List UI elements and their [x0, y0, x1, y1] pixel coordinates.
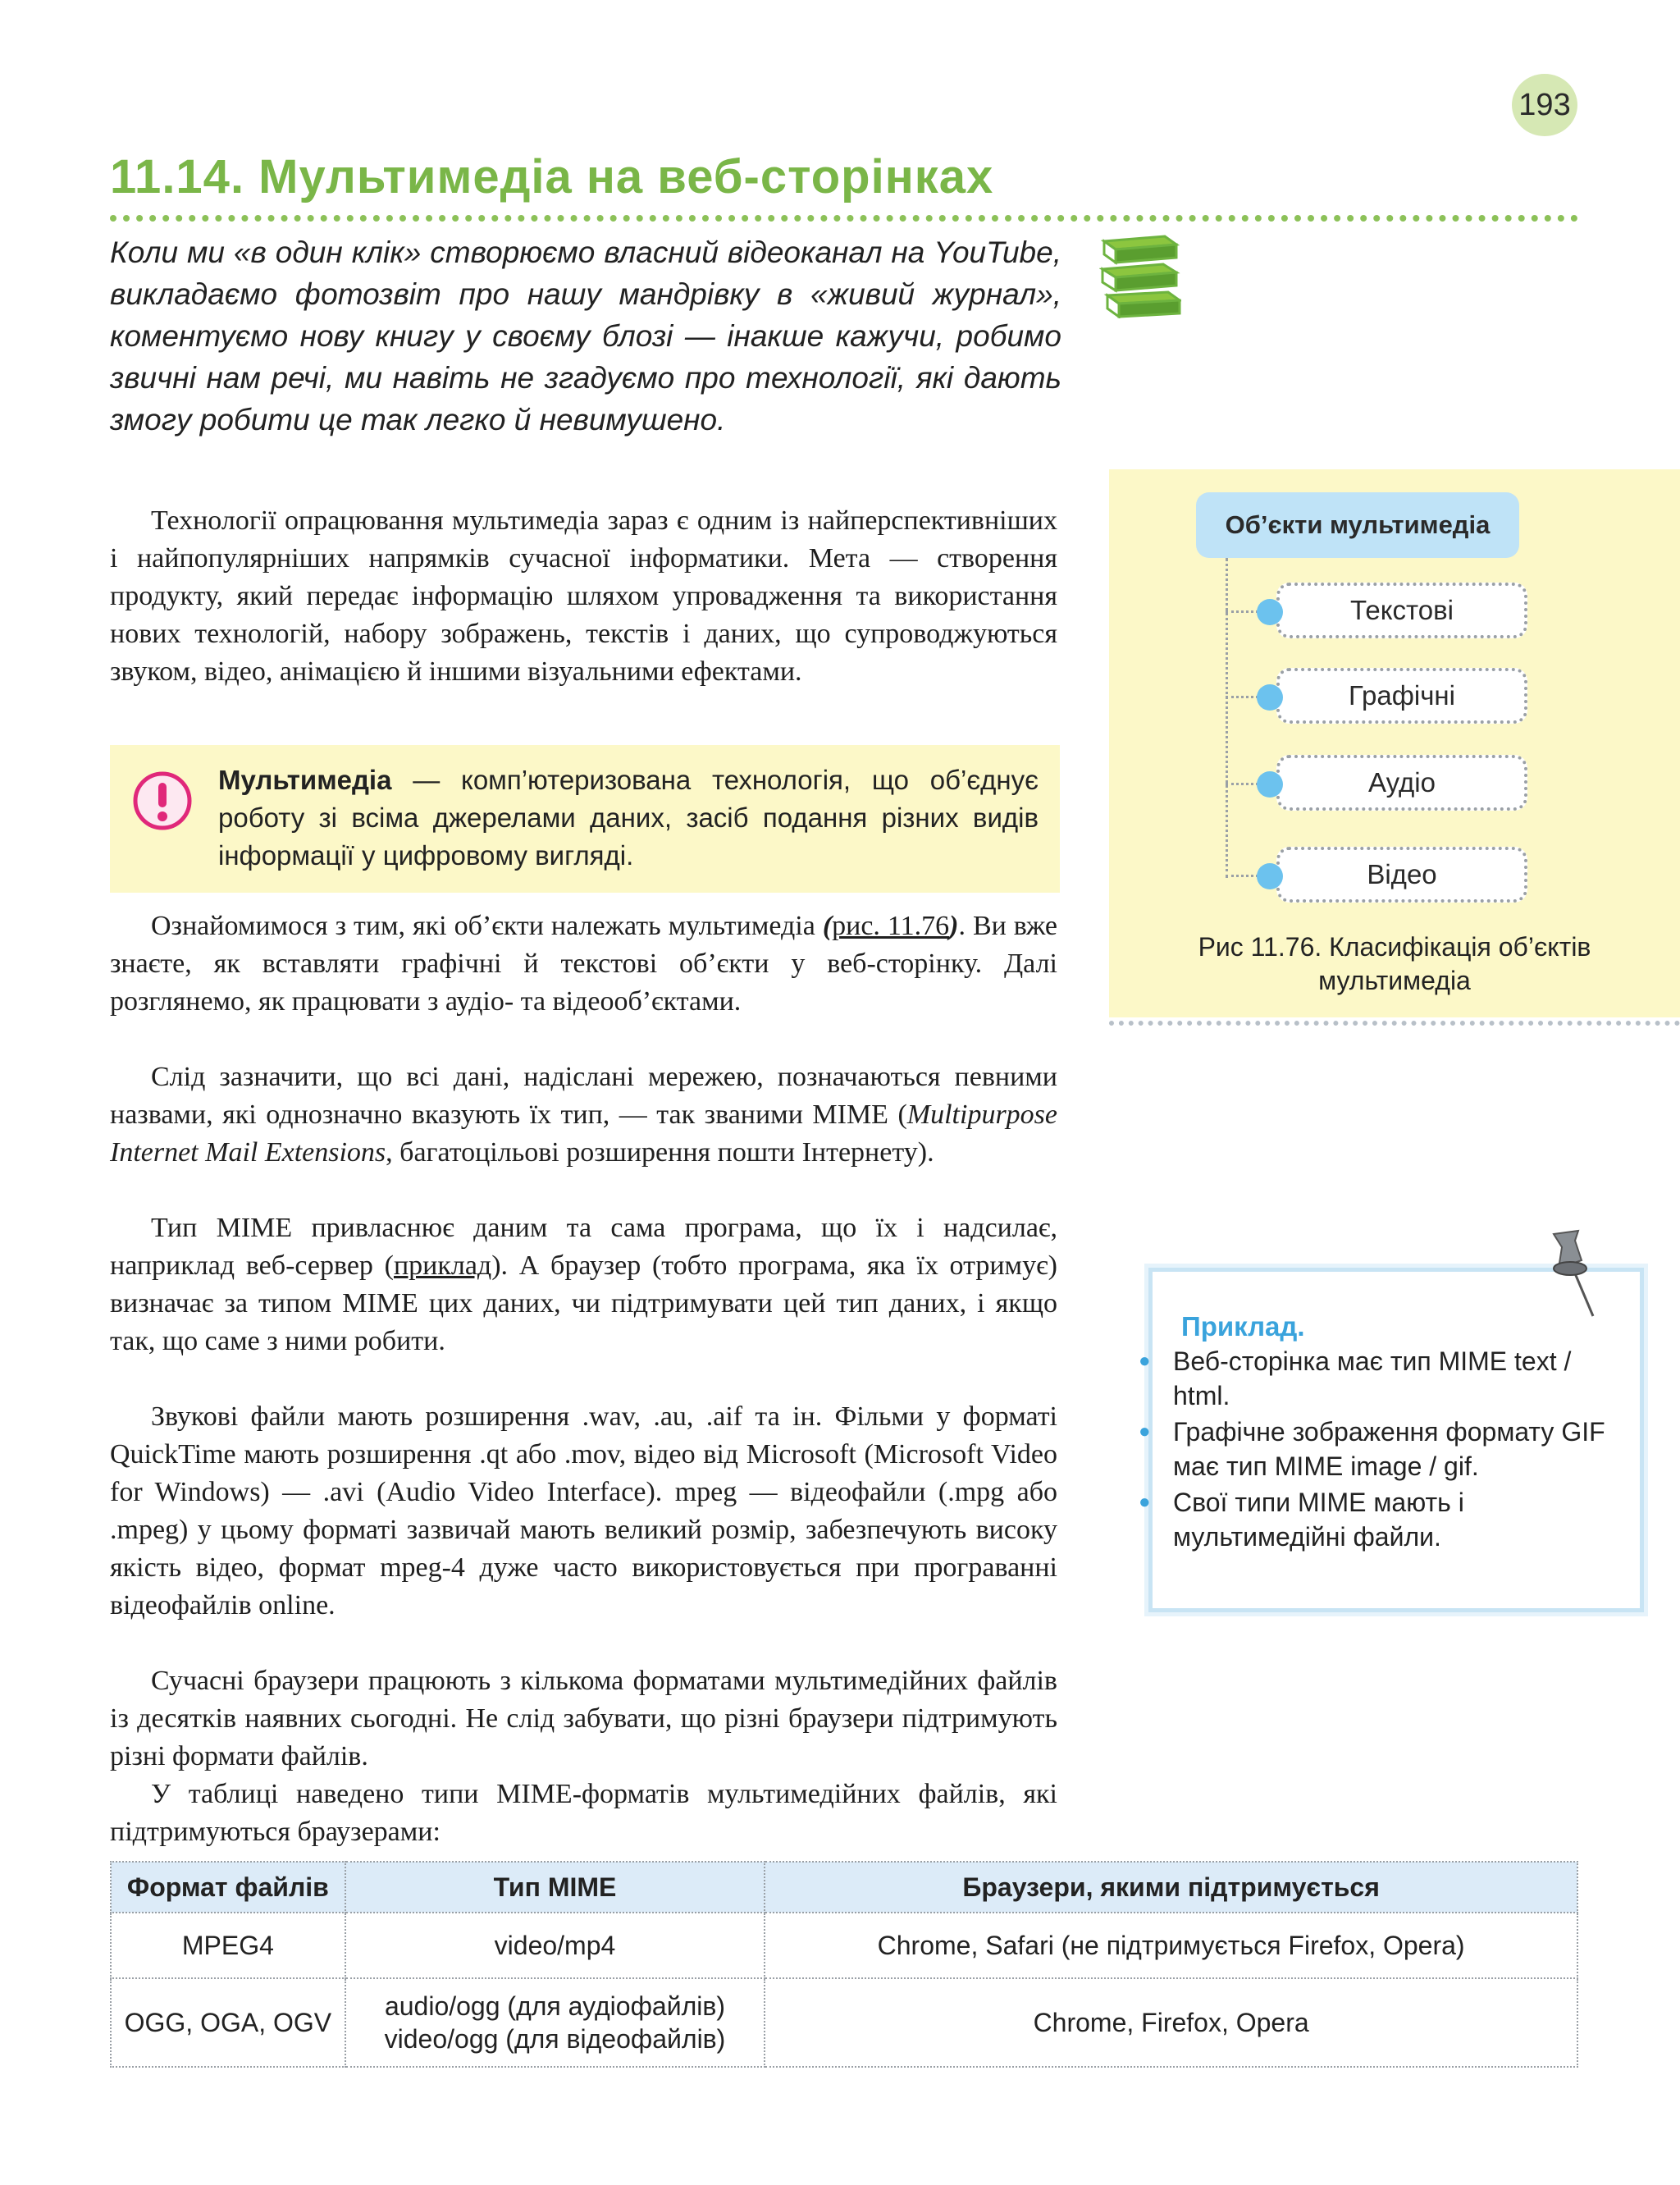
diagram-caption: Рис 11.76. Класифікація об’єктів мультимедіа — [1198, 932, 1591, 995]
paragraph-3: Слід зазначити, що всі дані, надіслані мережею, позначаються певними назвами, які однозначно вказують їх тип, — так званими MIME (Multipurpose Internet Mail Extensions, багатоцільові розширення пошти Інтернету). — [110, 1062, 1057, 1168]
table-header-browsers: Браузери, якими підтримується — [765, 1862, 1577, 1913]
intro-paragraph: Коли ми «в один клік» створюємо власний відеоканал на YouTube, викладаємо фотозвіт про нашу мандрівку в «живий журнал», коментуємо нову книгу у своєму блозі — інакше кажучи, робимо звичні нам речі, ми навіть не згадуємо про технології, які дають змогу робити це так легко й невимушено. — [110, 235, 1061, 437]
table-cell-mime: video/mp4 — [345, 1913, 765, 1978]
diagram-node-audio: Аудіо — [1276, 755, 1527, 811]
diagram-root-node: Об’єкти мультимедіа — [1196, 492, 1519, 558]
table-cell-format: OGG, OGA, OGV — [111, 1978, 345, 2067]
diagram-connector — [1226, 696, 1258, 698]
paragraph-5: Звукові файли мають розширення .wav, .au, .aif та ін. Фільми у форматі QuickTime мають розширення .qt або .mov, відео від Microsoft (Microsoft Video for Windows) — .avi (Audio Video Interface). mpeg — відеофайли (.mpg або .mpeg) у цьому форматі зазвичай мають великий розмір, забезпечують високу якість відео, формат mpeg-4 дуже часто використовується при програванні відеофайлів online. — [110, 1401, 1057, 1620]
table-header-format: Формат файлів — [111, 1862, 345, 1913]
example-list — [1139, 1344, 1631, 1556]
exclamation-icon — [131, 770, 194, 832]
figure-link[interactable]: рис. 11.76 — [832, 911, 950, 941]
table-row — [111, 1978, 1577, 2067]
list-item: ● Веб-сторінка має тип MIME text / html. — [1139, 1344, 1631, 1413]
paragraph-1: Технології опрацювання мультимедіа зараз є одним із найперспективніших і найпопулярніших напрямків сучасної інформатики. Мета — створення продукту, який передає інформацію шляхом упровадження та використання нових технологій, набору зображень, текстів і даних, що супроводжуються звуком, відео, анімацією й іншими візуальними ефектами. — [110, 505, 1057, 687]
diagram-dot — [1257, 863, 1283, 889]
paragraph-2: Ознайомимося з тим, які об’єкти належать мультимедіа (рис. 11.76). Ви вже знаєте, як вставляти графічні й текстові об’єкти у веб-сторінку. Далі розглянемо, як працювати з аудіо- та відеооб’єктами. — [110, 911, 1057, 1017]
definition-term: Мультимедіа — [218, 765, 392, 795]
diagram-dot — [1257, 771, 1283, 798]
diagram-connector — [1226, 783, 1258, 785]
page-number: 193 — [1512, 74, 1577, 136]
diagram-connector — [1226, 875, 1258, 877]
paragraph-7: У таблиці наведено типи MIME-форматів мультимедійних файлів, які підтримуються браузерами: — [110, 1779, 1057, 1847]
table-cell-browsers: Chrome, Safari (не підтримується Firefox, Opera) — [765, 1913, 1577, 1978]
section-title: 11.14. Мультимедіа на веб-сторінках — [110, 150, 994, 203]
table-header-mime: Тип MIME — [345, 1862, 765, 1913]
table-header-row — [111, 1862, 1577, 1913]
example-title: Приклад. — [1181, 1311, 1305, 1342]
example-link[interactable]: приклад — [393, 1250, 492, 1281]
diagram-dot — [1257, 599, 1283, 625]
table-row — [111, 1913, 1577, 1978]
paragraph-6: Сучасні браузери працюють з кількома форматами мультимедійних файлів із десятків наявних сьогодні. Не слід забувати, що різні браузери підтримують різні формати файлів. — [110, 1666, 1057, 1771]
table-cell-mime: audio/ogg (для аудіофайлів) video/ogg (для відеофайлів) — [345, 1978, 765, 2067]
diagram-connector — [1226, 610, 1258, 613]
paragraph-4: Тип MIME привласнює даним та сама програма, що їх і надсилає, наприклад веб-сервер (приклад). А браузер (тобто програма, яка їх отримує) визначає за типом MIME цих даних, чи підтримувати цей тип даних, і якщо так, що саме з ними робити. — [110, 1213, 1057, 1356]
mime-table — [110, 1861, 1578, 2068]
pushpin-icon — [1542, 1227, 1605, 1319]
title-divider — [110, 215, 1578, 222]
list-item: ● Свої типи MIME мають і мультимедійні файли. — [1139, 1485, 1631, 1554]
diagram-divider — [1109, 1021, 1680, 1026]
diagram-node-text: Текстові — [1276, 583, 1527, 638]
table-cell-format: MPEG4 — [111, 1913, 345, 1978]
diagram-connector — [1226, 558, 1228, 878]
diagram-dot — [1257, 684, 1283, 711]
list-item: ● Графічне зображення формату GIF має тип MIME image / gif. — [1139, 1415, 1631, 1483]
diagram-node-graphic: Графічні — [1276, 668, 1527, 724]
definition-text: Мультимедіа — комп’ютеризована технологія, що об’єднує роботу зі всіма джерелами даних, засіб подання різних видів інформації у цифровому вигляді. — [218, 765, 1039, 871]
books-icon — [1099, 233, 1181, 318]
diagram-node-video: Відео — [1276, 847, 1527, 903]
table-cell-browsers: Chrome, Firefox, Opera — [765, 1978, 1577, 2067]
